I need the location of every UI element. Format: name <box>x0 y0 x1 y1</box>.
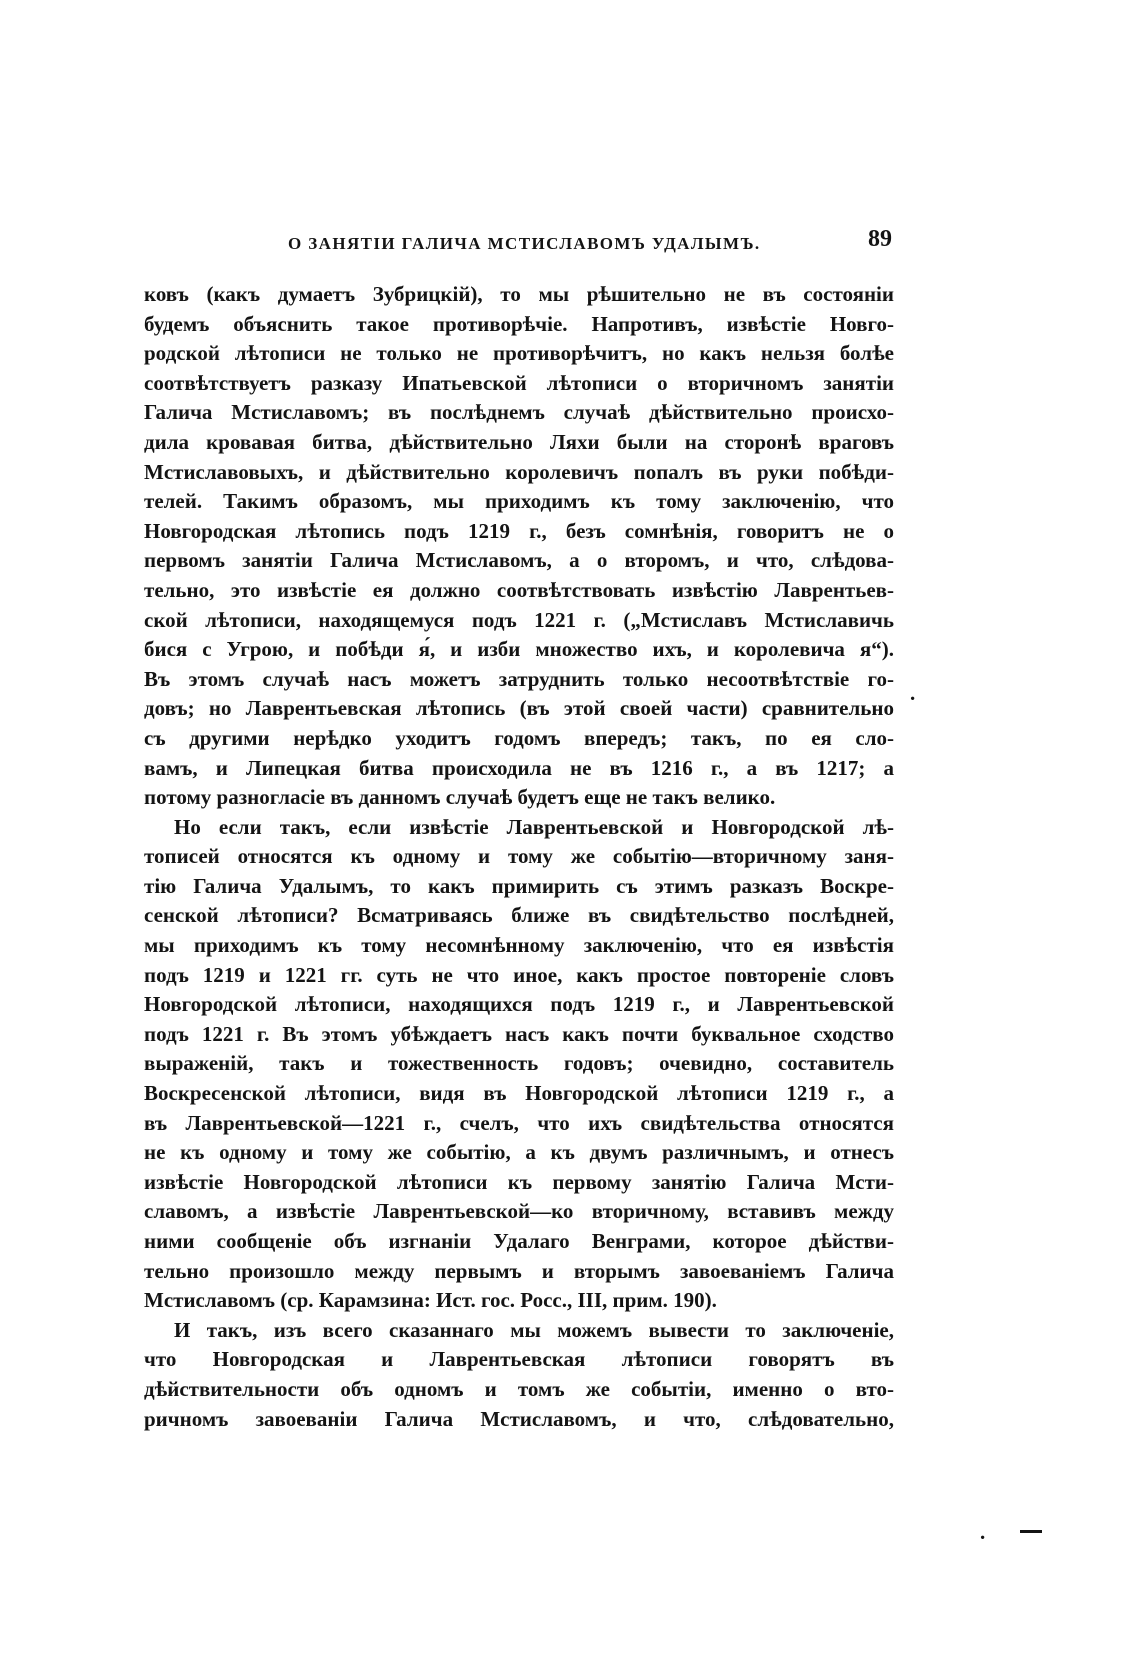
text-line: съ другими нерѣдко уходитъ годомъ впередъ; такъ, по ея сло- <box>144 725 894 750</box>
text-line: вамъ, и Липецкая битва происходила не въ 1216 г., а въ 1217; а <box>144 755 894 780</box>
text-line: тію Галича Удалымъ, то какъ примирить съ этимъ разказъ Воскре- <box>144 873 894 898</box>
text-line: славомъ, а извѣстіе Лаврентьевской—ко вторичному, вставивъ между <box>144 1199 894 1224</box>
text-line: Мстиславовыхъ, и дѣйствительно королевичъ попалъ въ руки побѣди- <box>144 459 894 484</box>
text-line: Воскресенской лѣтописи, видя въ Новгородской лѣтописи 1219 г., а <box>144 1081 894 1106</box>
text-line: дѣйствительности объ одномъ и томъ же событіи, именно о вто- <box>144 1376 894 1401</box>
text-line: бися с Угрою, и побѣди я́, и изби множество ихъ, и королевича я“). <box>144 637 894 662</box>
text-line: первомъ занятіи Галича Мстиславомъ, а о второмъ, и что, слѣдова- <box>144 548 894 573</box>
text-line: извѣстіе Новгородской лѣтописи къ первому занятію Галича Мсти- <box>144 1169 894 1194</box>
text-line: въ Лаврентьевской—1221 г., счелъ, что ихъ свидѣтельства относятся <box>144 1110 894 1135</box>
text-line: ричномъ завоеваніи Галича Мстиславомъ, и что, слѣдовательно, <box>144 1406 894 1431</box>
text-line: тельно, это извѣстіе ея должно соотвѣтствовать извѣстію Лаврентьев- <box>144 577 894 602</box>
text-line: тописей относятся къ одному и тому же событію—вторичному заня- <box>144 844 894 869</box>
text-line: подъ 1219 и 1221 гг. суть не что иное, какъ простое повтореніе словъ <box>144 962 894 987</box>
text-line: Новгородской лѣтописи, находящихся подъ 1219 г., и Лаврентьевской <box>144 992 894 1017</box>
running-title: О ЗАНЯТІИ ГАЛИЧА МСТИСЛАВОМЪ УДАЛЫМЪ. <box>288 234 761 253</box>
text-line: родской лѣтописи не только не противорѣчитъ, но какъ нельзя болѣе <box>144 341 894 366</box>
text-line: И такъ, изъ всего сказаннаго мы можемъ вывести то заключеніе, <box>174 1317 894 1342</box>
text-line: тельно произошло между первымъ и вторымъ завоеваніемъ Галича <box>144 1258 894 1283</box>
margin-dot: . <box>910 681 916 705</box>
text-line: дила кровавая битва, дѣйствительно Ляхи были на сторонѣ враговъ <box>144 429 894 454</box>
text-line: мы приходимъ къ тому несомнѣнному заключенію, что ея извѣстія <box>144 933 894 958</box>
text-line: ними сообщеніе объ изгнаніи Удалаго Венграми, которое дѣйстви- <box>144 1229 894 1253</box>
text-line: выраженій, такъ и тожественность годовъ; очевидно, составитель <box>144 1051 894 1076</box>
text-line: Новгородская лѣтопись подъ 1219 г., безъ сомнѣнія, говоритъ не о <box>144 518 894 543</box>
text-line: Въ этомъ случаѣ насъ можетъ затруднить только несоотвѣтствіе го- <box>144 666 894 691</box>
body-text <box>144 280 894 1434</box>
text-line: Но если такъ, если извѣстіе Лаврентьевской и Новгородской лѣ- <box>174 814 894 839</box>
text-line: что Новгородская и Лаврентьевская лѣтописи говорятъ въ <box>144 1347 894 1372</box>
text-line: Мстиславомъ (ср. Карамзина: Ист. гос. Росс., III, прим. 190). <box>144 1288 717 1313</box>
text-line: соотвѣтствуетъ разказу Ипатьевской лѣтописи о вторичномъ занятіи <box>144 370 894 395</box>
margin-dash <box>1020 1530 1042 1533</box>
text-line: довъ; но Лаврентьевская лѣтопись (въ этой своей части) сравнительно <box>144 696 894 721</box>
text-line: потому разногласіе въ данномъ случаѣ будетъ еще не такъ велико. <box>144 785 776 810</box>
page-number: 89 <box>868 226 892 252</box>
text-line: подъ 1221 г. Въ этомъ убѣждаетъ насъ какъ почти буквальное сходство <box>144 1021 894 1046</box>
text-line: не къ одному и тому же событію, а къ двумъ различнымъ, и отнесъ <box>144 1140 894 1165</box>
text-line: телей. Такимъ образомъ, мы приходимъ къ тому заключенію, что <box>144 489 894 514</box>
text-line: ковъ (какъ думаетъ Зубрицкій), то мы рѣшительно не въ состояніи <box>144 282 894 306</box>
text-line: сенской лѣтописи? Всматриваясь ближе въ свидѣтельство послѣдней, <box>144 903 894 928</box>
running-header <box>144 226 894 260</box>
text-line: будемъ объяснить такое противорѣчіе. Напротивъ, извѣстіе Новго- <box>144 311 894 336</box>
margin-dot: . <box>980 1520 986 1544</box>
text-line: ской лѣтописи, находящемуся подъ 1221 г. („Мстиславъ Мстиславичь <box>144 607 894 632</box>
text-line: Галича Мстиславомъ; въ послѣднемъ случаѣ дѣйствительно происхо- <box>144 400 894 425</box>
